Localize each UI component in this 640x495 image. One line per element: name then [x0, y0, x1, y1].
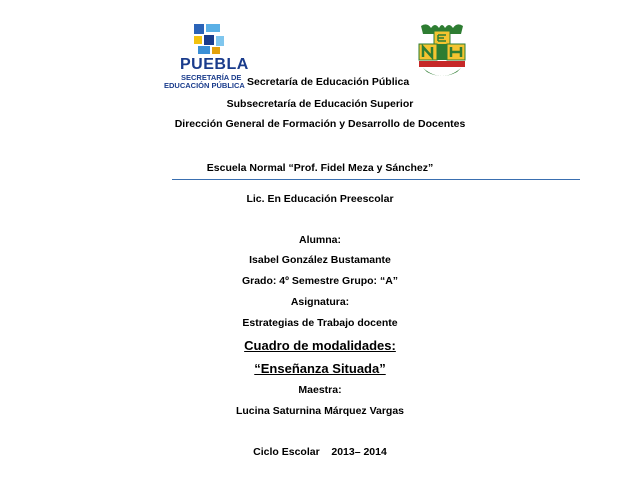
teacher-label: Maestra: — [298, 384, 342, 396]
document-subtitle: “Enseñanza Situada” — [254, 361, 386, 376]
puebla-sep-logo — [164, 24, 249, 90]
student-name: Isabel González Bustamante — [249, 254, 391, 266]
school-cycle: Ciclo Escolar 2013– 2014 — [253, 446, 387, 458]
puebla-subtitle-1: SECRETARÍA DE — [181, 73, 242, 82]
direccion-title: Dirección General de Formación y Desarrollo de Docentes — [174, 118, 466, 130]
document-title: Cuadro de modalidades: — [244, 338, 396, 353]
school-crest — [413, 22, 471, 86]
program-name: Lic. En Educación Preescolar — [246, 193, 394, 205]
school-crest-icon — [413, 22, 471, 86]
puebla-emblem-icon — [174, 24, 246, 56]
teacher-name: Lucina Saturnina Márquez Vargas — [235, 405, 405, 417]
puebla-subtitle-2: EDUCACIÓN PÚBLICA — [164, 81, 245, 90]
grade-group: Grado: 4º Semestre Grupo: “A” — [241, 275, 399, 287]
student-label: Alumna: — [299, 234, 341, 246]
school-name: Escuela Normal “Prof. Fidel Meza y Sánchez” — [206, 162, 434, 174]
subject-label: Asignatura: — [290, 296, 350, 308]
institution-title: Secretaría de Educación Pública — [247, 76, 410, 88]
header-divider — [172, 179, 580, 180]
subsecretaria-title: Subsecretaría de Educación Superior — [226, 98, 414, 110]
subject-name: Estrategias de Trabajo docente — [242, 317, 398, 329]
puebla-wordmark: PUEBLA — [180, 56, 249, 73]
